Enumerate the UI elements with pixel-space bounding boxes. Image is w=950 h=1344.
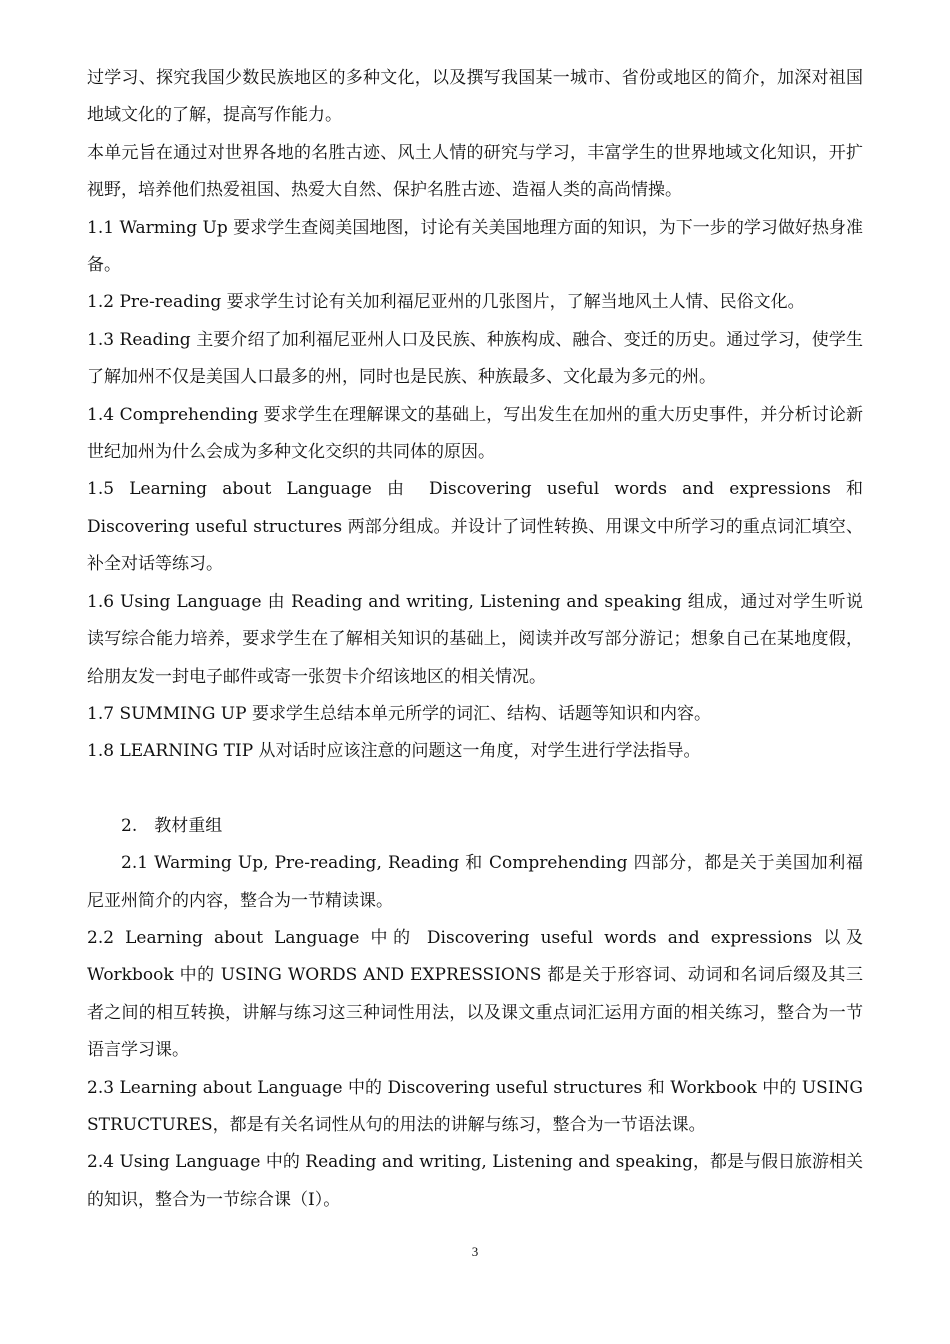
paragraph: 1.1 Warming Up 要求学生查阅美国地图，讨论有关美国地理方面的知识，为下一步的学习做好热身准备。 <box>87 217 863 276</box>
page-number: 3 <box>471 1244 479 1259</box>
paragraph: 本单元旨在通过对世界各地的名胜古迹、风土人情的研究与学习，丰富学生的世界地域文化知识，开扩视野，培养他们热爱祖国、热爱大自然、保护名胜古迹、造福人类的高尚情操。 <box>87 142 863 201</box>
spacer <box>87 771 863 808</box>
section-item: 2.3 Learning about Language 中的 Discovering useful structures 和 Workbook 中的 USING STRUCTURES，都是有关名词性从句的用法的讲解与练习，整合为一节语法课。 <box>87 1077 863 1135</box>
paragraph: 1.2 Pre-reading 要求学生讨论有关加利福尼亚州的几张图片，了解当地风土人情、民俗文化。 <box>87 292 805 313</box>
paragraph: 1.5 Learning about Language 由 Discovering useful words and expressions 和 Discovering useful structures 两部分组成。并设计了词性转换、用课文中所学习的重点词汇填空、补全对话等练习。 <box>87 479 863 575</box>
paragraph: 1.3 Reading 主要介绍了加利福尼亚州人口及民族、种族构成、融合、变迁的历史。通过学习，使学生了解加州不仅是美国人口最多的州，同时也是民族、种族最多、文化最为多元的州。 <box>87 329 863 388</box>
section-item: 2.2 Learning about Language 中的 Discovering useful words and expressions 以及 Workbook 中的 USING WORDS AND EXPRESSIONS 都是关于形容词、动词和名词后缀及其三者之间的相互转换，讲解与练习这三种词性用法，以及课文重点词汇运用方面的相关练习，整合为一节语言学习课。 <box>87 927 863 1061</box>
paragraph: 1.4 Comprehending 要求学生在理解课文的基础上，写出发生在加州的重大历史事件，并分析讨论新世纪加州为什么会成为多种文化交织的共同体的原因。 <box>87 404 863 463</box>
section-heading: 2. 教材重组 <box>121 815 223 836</box>
paragraph: 1.8 LEARNING TIP 从对话时应该注意的问题这一角度，对学生进行学法指导。 <box>87 741 701 762</box>
paragraph: 过学习、探究我国少数民族地区的多种文化，以及撰写我国某一城市、省份或地区的简介，加深对祖国地域文化的了解，提高写作能力。 <box>87 68 863 126</box>
document-body <box>87 60 863 1219</box>
paragraph: 1.6 Using Language 由 Reading and writing, Listening and speaking 组成，通过对学生听说读写综合能力培养，要求学生在了解相关知识的基础上，阅读并改写部分游记；想象自己在某地度假，给朋友发一封电子邮件或寄一张贺卡介绍该地区的相关情况。 <box>87 591 863 687</box>
section-item: 2.4 Using Language 中的 Reading and writing, Listening and speaking，都是与假日旅游相关的知识，整合为一节综合课（I）。 <box>87 1152 863 1210</box>
paragraph: 1.7 SUMMING UP 要求学生总结本单元所学的词汇、结构、话题等知识和内容。 <box>87 703 711 724</box>
section-item: 2.1 Warming Up, Pre-reading, Reading 和 Comprehending 四部分，都是关于美国加利福尼亚州简介的内容，整合为一节精读课。 <box>87 853 863 911</box>
